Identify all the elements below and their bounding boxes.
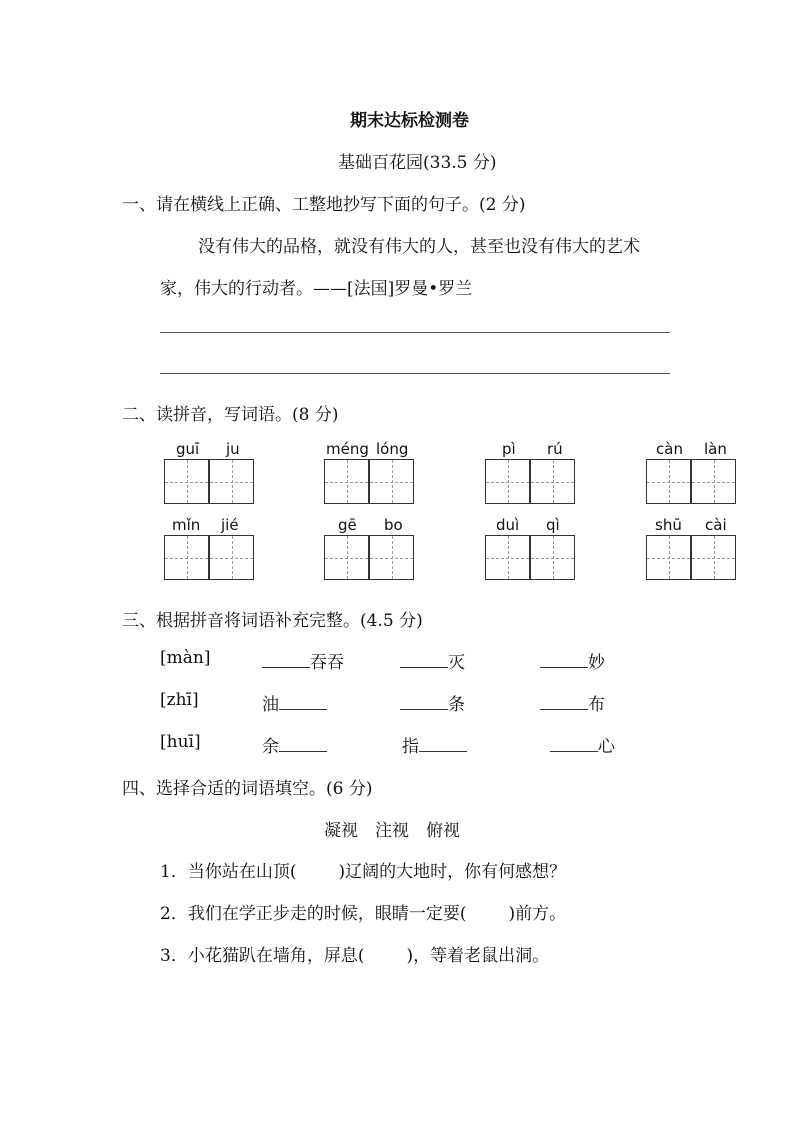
item-text-after: )前方。 [508, 904, 567, 924]
pinyin-syllable: méng [326, 440, 369, 458]
tianzi-box[interactable] [164, 535, 209, 580]
q4-heading: 四、选择合适的词语填空。(6 分) [122, 779, 373, 799]
tianzi-box[interactable] [530, 535, 575, 580]
fill-word [402, 732, 467, 757]
word-part: 布 [588, 695, 605, 715]
pinyin-syllable: pì [502, 440, 516, 458]
word-part: 吞吞 [310, 653, 344, 673]
item-text-after: )，等着老鼠出洞。 [406, 946, 550, 966]
tianzi-box[interactable] [324, 459, 369, 504]
word-part: 妙 [588, 653, 605, 673]
tianzi-box[interactable] [209, 459, 254, 504]
item-text-after: )辽阔的大地时，你有何感想？ [338, 862, 567, 882]
item-text-before: 当你站在山顶( [187, 862, 297, 882]
fill-word [262, 690, 327, 715]
pinyin-syllable: qì [546, 516, 560, 534]
q1-heading: 一、请在横线上正确、工整地抄写下面的句子。(2 分) [122, 195, 526, 215]
tianzi-box[interactable] [691, 459, 736, 504]
q4-item-1 [160, 857, 566, 882]
pinyin-syllable: ju [226, 440, 240, 458]
pinyin-syllable: rú [547, 440, 563, 458]
tianzi-box[interactable] [646, 535, 691, 580]
q1-sentence-line2: 家，伟大的行动者。——[法国]罗曼•罗兰 [160, 279, 473, 299]
word-part: 余 [262, 737, 279, 757]
section-title: 基础百花园(33.5 分) [338, 153, 497, 173]
pinyin-syllable: bo [384, 516, 403, 534]
tianzi-box[interactable] [485, 535, 530, 580]
q1-sentence-line1: 没有伟大的品格，就没有伟大的人，甚至也没有伟大的艺术 [198, 237, 640, 257]
pinyin-syllable: duì [496, 516, 520, 534]
pinyin-syllable: cài [705, 516, 727, 534]
pinyin-syllable: lóng [376, 440, 409, 458]
pinyin-syllable: jié [221, 516, 239, 534]
blank-line[interactable] [400, 649, 448, 668]
pinyin-syllable: càn [656, 440, 683, 458]
pinyin-label: [huī] [160, 732, 201, 752]
page-title: 期末达标检测卷 [350, 111, 469, 131]
pinyin-syllable: shū [655, 516, 682, 534]
tianzi-box[interactable] [646, 459, 691, 504]
fill-word [262, 648, 344, 673]
word-options: 凝视 注视 俯视 [324, 821, 460, 841]
fill-word [550, 732, 615, 757]
item-text-before: 我们在学正步走的时候，眼睛一定要( [187, 904, 467, 924]
blank-line[interactable] [262, 649, 310, 668]
fill-word [540, 648, 605, 673]
tianzi-box[interactable] [691, 535, 736, 580]
pinyin-label: [màn] [160, 648, 211, 668]
q3-heading: 三、根据拼音将词语补充完整。(4.5 分) [122, 611, 423, 631]
copy-line-2[interactable] [160, 373, 670, 374]
tianzi-box[interactable] [164, 459, 209, 504]
blank-line[interactable] [550, 733, 598, 752]
item-number: 1． [160, 862, 188, 882]
blank-line[interactable] [540, 649, 588, 668]
tianzi-box[interactable] [369, 459, 414, 504]
fill-word [400, 648, 465, 673]
fill-word [262, 732, 327, 757]
word-part: 心 [598, 737, 615, 757]
pinyin-syllable: guī [176, 440, 200, 458]
item-number: 3． [160, 946, 188, 966]
word-part: 条 [448, 695, 465, 715]
word-part: 灭 [448, 653, 465, 673]
tianzi-box[interactable] [530, 459, 575, 504]
pinyin-syllable: gē [338, 516, 357, 534]
word-part: 油 [262, 695, 279, 715]
q4-item-2 [160, 899, 566, 924]
pinyin-label: [zhī] [160, 690, 199, 710]
item-text-before: 小花猫趴在墙角，屏息( [187, 946, 365, 966]
tianzi-box[interactable] [209, 535, 254, 580]
pinyin-syllable: làn [704, 440, 727, 458]
item-number: 2． [160, 904, 188, 924]
blank-line[interactable] [540, 691, 588, 710]
word-part: 指 [402, 737, 419, 757]
tianzi-box[interactable] [324, 535, 369, 580]
blank-line[interactable] [419, 733, 467, 752]
fill-word [400, 690, 465, 715]
fill-word [540, 690, 605, 715]
tianzi-box[interactable] [369, 535, 414, 580]
blank-line[interactable] [400, 691, 448, 710]
blank-line[interactable] [279, 691, 327, 710]
q4-item-3 [160, 941, 549, 966]
blank-line[interactable] [279, 733, 327, 752]
copy-line-1[interactable] [160, 332, 670, 333]
pinyin-syllable: mǐn [172, 516, 201, 534]
tianzi-box[interactable] [485, 459, 530, 504]
q2-heading: 二、读拼音，写词语。(8 分) [122, 405, 339, 425]
